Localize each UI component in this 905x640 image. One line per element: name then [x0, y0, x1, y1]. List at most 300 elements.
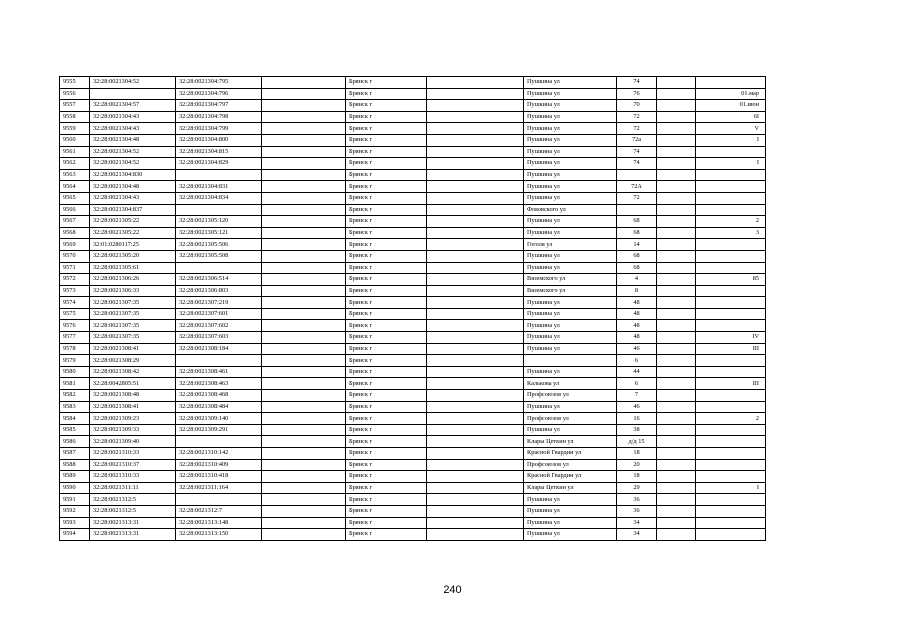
cell-blank-column-9 [657, 262, 696, 274]
cell-house-number: 74 [617, 158, 657, 170]
cell-building-cadastral-number: 32:28:0021304:831 [176, 181, 262, 193]
cell-sub-unit [696, 366, 766, 378]
cell-land-cadastral-number: 32:28:0021304:52 [90, 146, 176, 158]
cell-sub-unit: III [696, 378, 766, 390]
table-row [60, 378, 766, 390]
cell-record-number: 9591 [60, 494, 90, 506]
cell-land-cadastral-number: 32:28:0021304:43 [90, 192, 176, 204]
cell-blank-column-6 [427, 192, 524, 204]
cell-record-number: 9579 [60, 355, 90, 367]
cell-record-number: 9582 [60, 390, 90, 402]
cell-street: Пушкина ул [524, 343, 617, 355]
table-row [60, 204, 766, 216]
cell-building-cadastral-number: 32:28:0021304:834 [176, 192, 262, 204]
cell-building-cadastral-number [176, 169, 262, 181]
cell-city: Брянск г [346, 239, 427, 251]
cell-land-cadastral-number: 32:28:0021307:35 [90, 297, 176, 309]
cell-blank-column-6 [427, 169, 524, 181]
cell-sub-unit [696, 192, 766, 204]
cell-building-cadastral-number [176, 355, 262, 367]
cell-blank-column-6 [427, 216, 524, 228]
cell-sub-unit [696, 77, 766, 89]
cell-blank-column-6 [427, 517, 524, 529]
cell-blank-column-6 [427, 459, 524, 471]
cell-blank-column-6 [427, 505, 524, 517]
cell-sub-unit [696, 436, 766, 448]
cell-city: Брянск г [346, 424, 427, 436]
cell-city: Брянск г [346, 332, 427, 344]
cell-blank-column-4 [262, 227, 346, 239]
cell-blank-column-9 [657, 459, 696, 471]
cell-blank-column-4 [262, 308, 346, 320]
cell-land-cadastral-number: 32:28:0021313:31 [90, 517, 176, 529]
cell-building-cadastral-number: 32:28:0021309:291 [176, 424, 262, 436]
cell-blank-column-4 [262, 181, 346, 193]
cell-sub-unit [696, 494, 766, 506]
cell-blank-column-9 [657, 332, 696, 344]
cell-street: Пушкина ул [524, 169, 617, 181]
cell-land-cadastral-number: 32:28:0021306:26 [90, 274, 176, 286]
cell-record-number: 9592 [60, 505, 90, 517]
cell-land-cadastral-number: 32:28:0021306:33 [90, 285, 176, 297]
cell-blank-column-9 [657, 204, 696, 216]
cell-house-number: 68 [617, 262, 657, 274]
cell-land-cadastral-number: 32:28:0021304:52 [90, 158, 176, 170]
cell-city: Брянск г [346, 308, 427, 320]
cell-house-number: д/д 15 [617, 436, 657, 448]
cell-sub-unit [696, 169, 766, 181]
cell-street: Пушкина ул [524, 192, 617, 204]
cell-record-number: 9562 [60, 158, 90, 170]
table-row [60, 320, 766, 332]
cell-record-number: 9593 [60, 517, 90, 529]
cell-city: Брянск г [346, 204, 427, 216]
cell-land-cadastral-number: 32:28:0021305:22 [90, 216, 176, 228]
cell-city: Брянск г [346, 343, 427, 355]
table-row [60, 250, 766, 262]
cell-building-cadastral-number: 32:28:0021304:815 [176, 146, 262, 158]
cell-city: Брянск г [346, 274, 427, 286]
cell-blank-column-9 [657, 529, 696, 541]
cell-building-cadastral-number: 32:28:0021305:508 [176, 250, 262, 262]
cell-blank-column-9 [657, 274, 696, 286]
cell-street: Пушкина ул [524, 401, 617, 413]
cell-record-number: 9583 [60, 401, 90, 413]
cell-blank-column-9 [657, 123, 696, 135]
cell-building-cadastral-number: 32:28:0021308:463 [176, 378, 262, 390]
cell-blank-column-6 [427, 366, 524, 378]
cell-record-number: 9584 [60, 413, 90, 425]
cell-sub-unit [696, 320, 766, 332]
cell-city: Брянск г [346, 297, 427, 309]
cell-house-number: 14 [617, 239, 657, 251]
cell-city: Брянск г [346, 169, 427, 181]
cell-blank-column-6 [427, 227, 524, 239]
cell-land-cadastral-number: 32:28:0021304:48 [90, 181, 176, 193]
cell-city: Брянск г [346, 448, 427, 460]
cell-blank-column-4 [262, 482, 346, 494]
cell-land-cadastral-number: 32:28:0021305:20 [90, 250, 176, 262]
cell-record-number: 9587 [60, 448, 90, 460]
cell-land-cadastral-number: 32:28:0021304:837 [90, 204, 176, 216]
cell-house-number: 46 [617, 401, 657, 413]
cell-blank-column-4 [262, 401, 346, 413]
table-row [60, 448, 766, 460]
cell-land-cadastral-number: 32:28:0021310:33 [90, 471, 176, 483]
cell-blank-column-4 [262, 262, 346, 274]
table-row [60, 355, 766, 367]
cell-city: Брянск г [346, 401, 427, 413]
cell-city: Брянск г [346, 529, 427, 541]
cell-sub-unit: 2 [696, 413, 766, 425]
cell-street: Пушкина ул [524, 297, 617, 309]
cell-blank-column-9 [657, 424, 696, 436]
cell-land-cadastral-number: 32:28:0021312:5 [90, 505, 176, 517]
table-row [60, 424, 766, 436]
cell-street: Пушкина ул [524, 123, 617, 135]
cell-blank-column-9 [657, 134, 696, 146]
cell-land-cadastral-number: 32:28:0021307:35 [90, 308, 176, 320]
cell-blank-column-4 [262, 239, 346, 251]
table-row [60, 390, 766, 402]
cell-record-number: 9576 [60, 320, 90, 332]
cell-blank-column-9 [657, 413, 696, 425]
cell-blank-column-4 [262, 448, 346, 460]
table-row [60, 88, 766, 100]
cell-blank-column-6 [427, 100, 524, 112]
cell-house-number: 36 [617, 494, 657, 506]
cell-street: Профсоюзов ул [524, 390, 617, 402]
cell-street: Красной Гвардии ул [524, 471, 617, 483]
cell-blank-column-9 [657, 505, 696, 517]
cell-building-cadastral-number [176, 262, 262, 274]
cell-blank-column-9 [657, 494, 696, 506]
cell-house-number: 48 [617, 332, 657, 344]
cell-blank-column-6 [427, 529, 524, 541]
cell-blank-column-9 [657, 308, 696, 320]
cell-land-cadastral-number: 32:28:0021310:37 [90, 459, 176, 471]
cell-building-cadastral-number [176, 436, 262, 448]
table-row [60, 517, 766, 529]
cell-house-number [617, 169, 657, 181]
cell-street: Пушкина ул [524, 100, 617, 112]
cell-street: Пушкина ул [524, 262, 617, 274]
cell-street: Вяземского ул [524, 285, 617, 297]
cell-city: Брянск г [346, 378, 427, 390]
cell-building-cadastral-number: 32:28:0021312:7 [176, 505, 262, 517]
cell-blank-column-9 [657, 320, 696, 332]
cell-sub-unit [696, 285, 766, 297]
cell-blank-column-4 [262, 471, 346, 483]
cell-land-cadastral-number: 32:01:0280117:25 [90, 239, 176, 251]
cell-sub-unit [696, 297, 766, 309]
cell-blank-column-6 [427, 401, 524, 413]
cell-sub-unit: 01.июн [696, 100, 766, 112]
cell-blank-column-6 [427, 378, 524, 390]
table-row [60, 146, 766, 158]
cell-blank-column-6 [427, 88, 524, 100]
cell-street: Гоголя ул [524, 239, 617, 251]
cell-building-cadastral-number: 32:28:0021307:603 [176, 332, 262, 344]
cell-house-number: 68 [617, 250, 657, 262]
cell-blank-column-9 [657, 378, 696, 390]
cell-street: Пушкина ул [524, 332, 617, 344]
cell-house-number: 72 [617, 123, 657, 135]
cell-street: Пушкина ул [524, 529, 617, 541]
cell-blank-column-4 [262, 111, 346, 123]
cell-street: Калькова ул [524, 378, 617, 390]
cell-blank-column-9 [657, 88, 696, 100]
cell-blank-column-4 [262, 169, 346, 181]
cell-building-cadastral-number: 32:28:0021304:798 [176, 111, 262, 123]
table-row [60, 505, 766, 517]
cell-blank-column-9 [657, 216, 696, 228]
cell-city: Брянск г [346, 123, 427, 135]
cell-land-cadastral-number: 32:28:0021304:57 [90, 100, 176, 112]
cell-city: Брянск г [346, 181, 427, 193]
cell-land-cadastral-number [90, 88, 176, 100]
cell-blank-column-9 [657, 355, 696, 367]
cell-house-number: 48 [617, 297, 657, 309]
cell-record-number: 9580 [60, 366, 90, 378]
cell-blank-column-4 [262, 192, 346, 204]
table-row [60, 343, 766, 355]
cell-blank-column-6 [427, 239, 524, 251]
cell-blank-column-6 [427, 343, 524, 355]
cell-city: Брянск г [346, 517, 427, 529]
cell-city: Брянск г [346, 494, 427, 506]
cell-record-number: 9578 [60, 343, 90, 355]
cell-record-number: 9565 [60, 192, 90, 204]
cell-sub-unit [696, 459, 766, 471]
table-row [60, 297, 766, 309]
table-row [60, 169, 766, 181]
cell-building-cadastral-number: 32:28:0021307:602 [176, 320, 262, 332]
cell-building-cadastral-number: 32:28:0021304:829 [176, 158, 262, 170]
cell-city: Брянск г [346, 355, 427, 367]
cell-blank-column-9 [657, 285, 696, 297]
table-row [60, 471, 766, 483]
cell-blank-column-9 [657, 471, 696, 483]
cell-sub-unit: I [696, 482, 766, 494]
cell-blank-column-4 [262, 332, 346, 344]
cell-street: Профсоюзов ул [524, 413, 617, 425]
cell-land-cadastral-number: 32:28:0021311:11 [90, 482, 176, 494]
cell-city: Брянск г [346, 262, 427, 274]
cell-house-number: 18 [617, 448, 657, 460]
table-row [60, 482, 766, 494]
table-row [60, 308, 766, 320]
cell-sub-unit [696, 146, 766, 158]
cell-blank-column-6 [427, 181, 524, 193]
cell-land-cadastral-number: 32:28:0021308:48 [90, 390, 176, 402]
cell-sub-unit: 85 [696, 274, 766, 286]
cell-blank-column-6 [427, 494, 524, 506]
cell-record-number: 9570 [60, 250, 90, 262]
cell-sub-unit: 01.мар [696, 88, 766, 100]
cell-blank-column-6 [427, 146, 524, 158]
cell-house-number: 38 [617, 424, 657, 436]
cell-street: Пушкина ул [524, 158, 617, 170]
cell-street: Пушкина ул [524, 517, 617, 529]
cell-house-number: 68 [617, 227, 657, 239]
table-row [60, 227, 766, 239]
cell-blank-column-4 [262, 77, 346, 89]
cell-record-number: 9572 [60, 274, 90, 286]
cell-land-cadastral-number: 32:28:0021304:43 [90, 111, 176, 123]
cell-blank-column-9 [657, 146, 696, 158]
cell-record-number: 9567 [60, 216, 90, 228]
cell-land-cadastral-number: 32:28:0021307:35 [90, 320, 176, 332]
cell-blank-column-6 [427, 158, 524, 170]
cell-street: Пушкина ул [524, 505, 617, 517]
cell-blank-column-4 [262, 250, 346, 262]
cell-building-cadastral-number: 32:28:0021304:800 [176, 134, 262, 146]
cell-land-cadastral-number: 32:28:0021305:61 [90, 262, 176, 274]
cell-street: Пушкина ул [524, 111, 617, 123]
cell-sub-unit [696, 390, 766, 402]
cell-record-number: 9566 [60, 204, 90, 216]
table-row [60, 111, 766, 123]
cell-house-number: 72 [617, 192, 657, 204]
cell-city: Брянск г [346, 88, 427, 100]
cell-record-number: 9589 [60, 471, 90, 483]
cell-land-cadastral-number: 32:28:0021304:830 [90, 169, 176, 181]
cell-blank-column-4 [262, 285, 346, 297]
cell-house-number: 48 [617, 308, 657, 320]
cell-record-number: 9581 [60, 378, 90, 390]
cell-street: Пушкина ул [524, 77, 617, 89]
cell-building-cadastral-number: 32:28:0021308:184 [176, 343, 262, 355]
cell-blank-column-6 [427, 332, 524, 344]
table-row [60, 494, 766, 506]
cell-blank-column-6 [427, 250, 524, 262]
cell-street: Пушкина ул [524, 216, 617, 228]
cell-street: Профсоюзов ул [524, 459, 617, 471]
cell-city: Брянск г [346, 436, 427, 448]
cell-street: Пушкина ул [524, 146, 617, 158]
cell-city: Брянск г [346, 471, 427, 483]
cell-sub-unit [696, 448, 766, 460]
cell-house-number: 72 [617, 111, 657, 123]
cell-building-cadastral-number: 32:28:0021310:409 [176, 459, 262, 471]
cell-city: Брянск г [346, 227, 427, 239]
cell-blank-column-4 [262, 529, 346, 541]
cell-city: Брянск г [346, 134, 427, 146]
cell-building-cadastral-number: 32:28:0021306:514 [176, 274, 262, 286]
cell-building-cadastral-number: 32:28:0021307:601 [176, 308, 262, 320]
cell-record-number: 9558 [60, 111, 90, 123]
table-row [60, 459, 766, 471]
cell-city: Брянск г [346, 413, 427, 425]
cell-sub-unit [696, 355, 766, 367]
cell-street: Пушкина ул [524, 134, 617, 146]
table-row [60, 274, 766, 286]
cell-building-cadastral-number: 32:28:0021308:468 [176, 390, 262, 402]
cell-land-cadastral-number: 32:28:0021308:41 [90, 343, 176, 355]
cell-land-cadastral-number: 32:28:0021307:35 [90, 332, 176, 344]
table-row [60, 192, 766, 204]
cell-city: Брянск г [346, 100, 427, 112]
cell-city: Брянск г [346, 192, 427, 204]
cell-blank-column-4 [262, 204, 346, 216]
cell-blank-column-4 [262, 297, 346, 309]
cell-building-cadastral-number: 32:28:0021305:506 [176, 239, 262, 251]
cell-record-number: 9556 [60, 88, 90, 100]
cell-sub-unit [696, 181, 766, 193]
cell-city: Брянск г [346, 158, 427, 170]
cell-blank-column-6 [427, 204, 524, 216]
table-row [60, 216, 766, 228]
cell-land-cadastral-number: 32:28:0021308:41 [90, 401, 176, 413]
cell-building-cadastral-number: 32:28:0021313:148 [176, 517, 262, 529]
cell-city: Брянск г [346, 320, 427, 332]
table-row [60, 366, 766, 378]
cell-house-number: 74 [617, 146, 657, 158]
cell-house-number [617, 204, 657, 216]
cell-city: Брянск г [346, 111, 427, 123]
cell-blank-column-6 [427, 308, 524, 320]
cell-blank-column-9 [657, 366, 696, 378]
cell-street: Пушкина ул [524, 494, 617, 506]
cell-blank-column-4 [262, 343, 346, 355]
cell-record-number: 9577 [60, 332, 90, 344]
cell-house-number: 20 [617, 459, 657, 471]
cell-street: Пушкина ул [524, 181, 617, 193]
cell-blank-column-6 [427, 436, 524, 448]
cell-land-cadastral-number: 32:28:0021308:42 [90, 366, 176, 378]
cell-sub-unit [696, 250, 766, 262]
cell-blank-column-6 [427, 111, 524, 123]
table-row [60, 123, 766, 135]
cell-blank-column-6 [427, 320, 524, 332]
cell-house-number: 44 [617, 366, 657, 378]
cell-record-number: 9561 [60, 146, 90, 158]
cell-blank-column-4 [262, 100, 346, 112]
table-row [60, 77, 766, 89]
cell-blank-column-4 [262, 390, 346, 402]
cell-record-number: 9569 [60, 239, 90, 251]
cell-house-number: 34 [617, 529, 657, 541]
cell-blank-column-4 [262, 366, 346, 378]
cell-building-cadastral-number: 32:28:0021304:795 [176, 77, 262, 89]
cell-blank-column-6 [427, 134, 524, 146]
cell-house-number: 6 [617, 355, 657, 367]
cell-street: Пушкина ул [524, 227, 617, 239]
cell-blank-column-9 [657, 111, 696, 123]
cell-sub-unit [696, 529, 766, 541]
cell-land-cadastral-number: 32:28:0021309:40 [90, 436, 176, 448]
table-row [60, 262, 766, 274]
cell-blank-column-4 [262, 88, 346, 100]
cell-land-cadastral-number: 32:28:0021309:33 [90, 424, 176, 436]
cell-record-number: 9555 [60, 77, 90, 89]
cell-blank-column-6 [427, 77, 524, 89]
cell-street: Пушкина ул [524, 366, 617, 378]
cell-blank-column-9 [657, 297, 696, 309]
cell-house-number: 8 [617, 285, 657, 297]
cell-street: Пушкина ул [524, 308, 617, 320]
cell-city: Брянск г [346, 250, 427, 262]
cell-house-number: 7 [617, 390, 657, 402]
table-row [60, 134, 766, 146]
cell-blank-column-4 [262, 134, 346, 146]
cell-building-cadastral-number: 32:28:0021307:219 [176, 297, 262, 309]
cell-sub-unit: I [696, 134, 766, 146]
cell-blank-column-9 [657, 517, 696, 529]
cell-city: Брянск г [346, 77, 427, 89]
cell-record-number: 9594 [60, 529, 90, 541]
